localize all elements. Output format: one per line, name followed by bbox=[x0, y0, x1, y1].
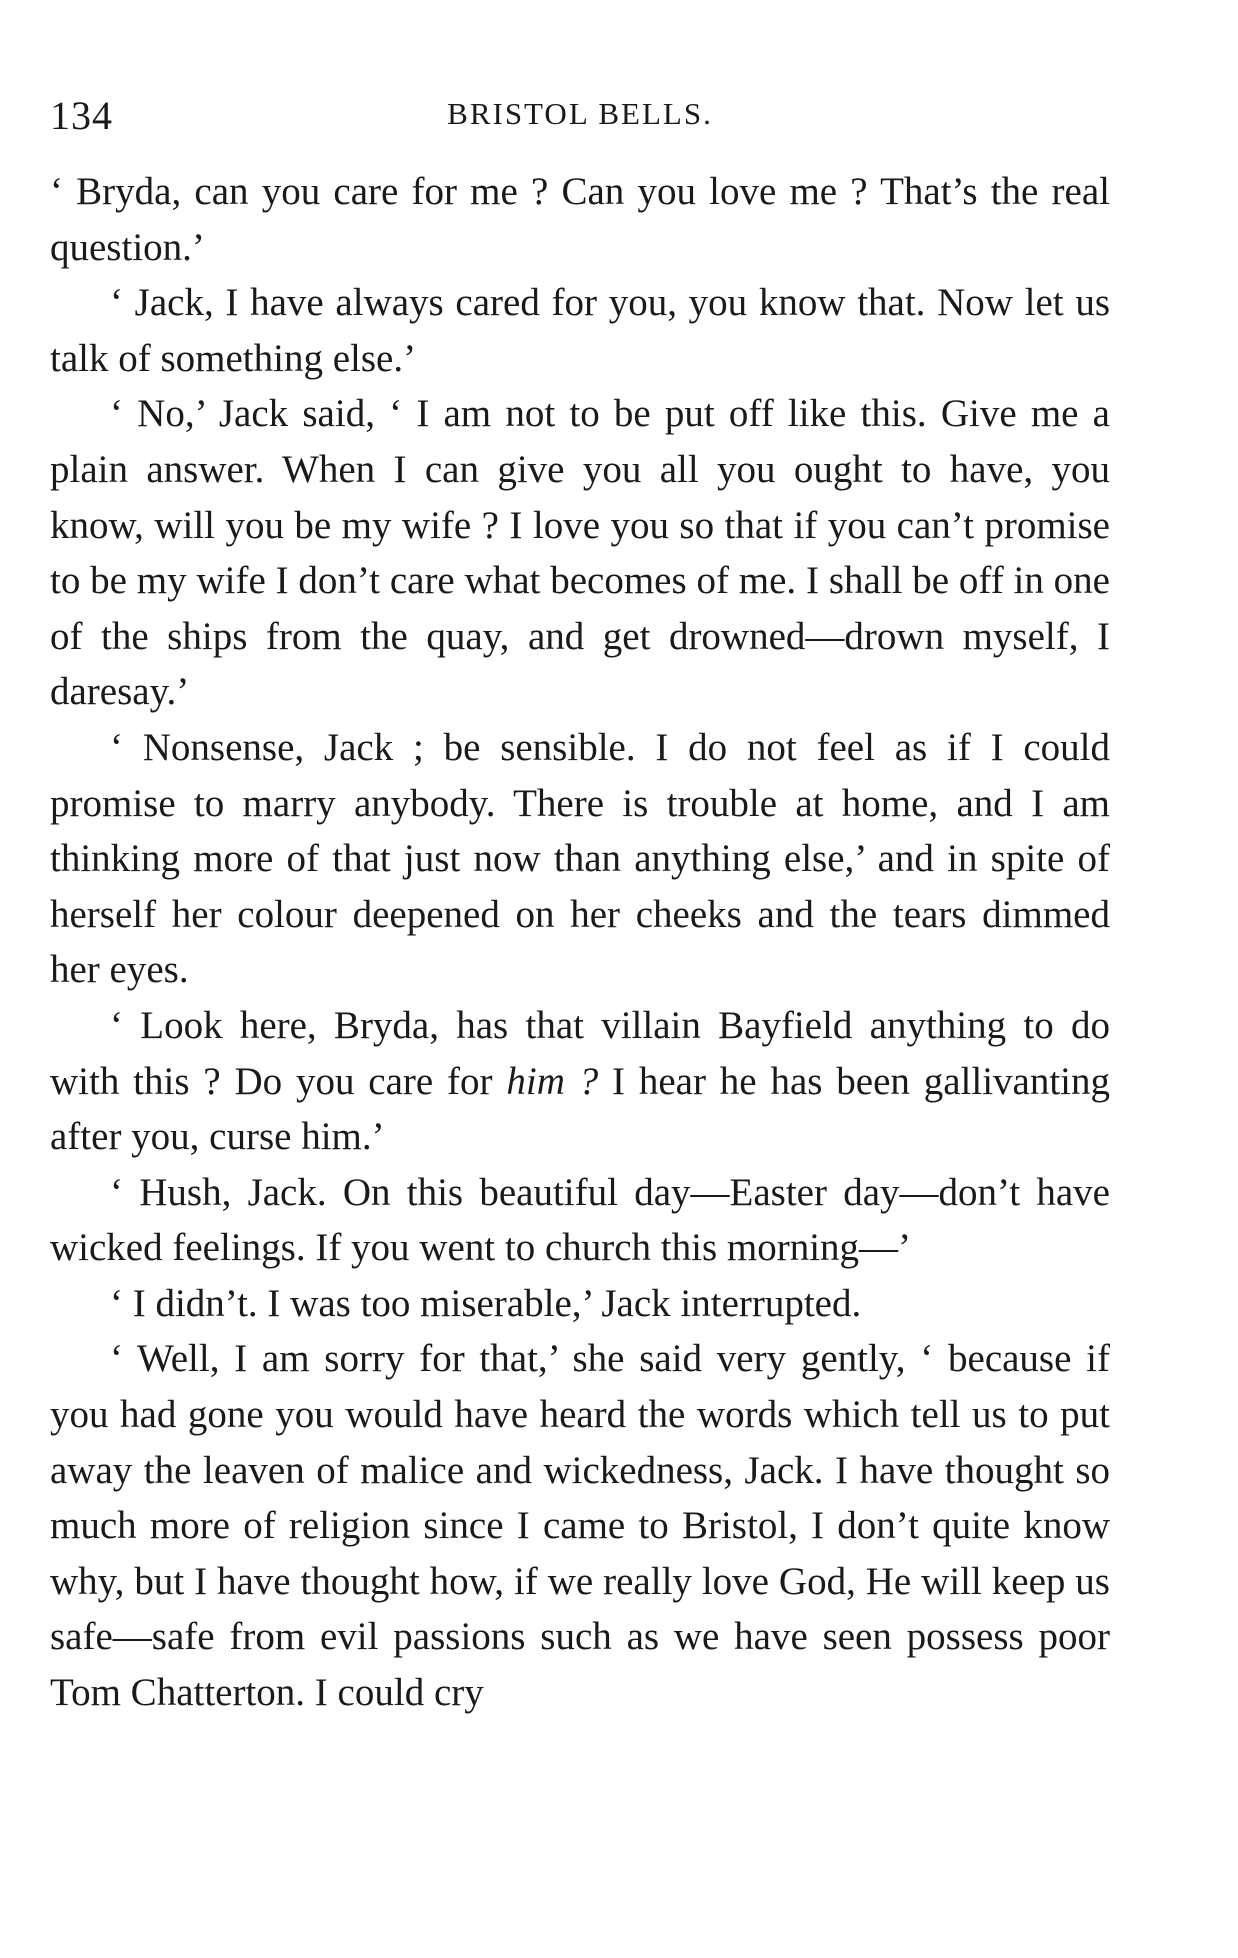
paragraph-2: ‘ Jack, I have always cared for you, you know that. Now let us talk of something else.’ bbox=[50, 281, 1110, 380]
paragraph-5 bbox=[50, 998, 1110, 1165]
paragraph-6: ‘ Hush, Jack. On this beautiful day—Easter day—don’t have wicked feelings. If you went to church this morning—’ bbox=[50, 1170, 1110, 1270]
running-head bbox=[50, 92, 1110, 142]
body-text bbox=[50, 164, 1110, 1721]
paragraph-8: ‘ Well, I am sorry for that,’ she said very gently, ‘ because if you had gone you would have heard the words which tell us to put away the leaven of malice and wickedness, Jack. I have thought so much more of religion since I came to Bristol, I don’t quite know why, but I have thought how, if we really love God, He will keep us safe—safe from evil passions such as we have seen possess poor Tom Chatterton. I could cry bbox=[50, 1337, 1110, 1715]
page-number: 134 bbox=[50, 93, 113, 138]
paragraph-7: ‘ I didn’t. I was too miserable,’ Jack interrupted. bbox=[110, 1281, 862, 1325]
paragraph-5-text-start: ‘ Look here, Bryda, has that villain Bayfield anything to do with this ? Do you care for bbox=[50, 1003, 1110, 1103]
paragraph-1: ‘ Bryda, can you care for me ? Can you love me ? That’s the real question.’ bbox=[50, 170, 1110, 269]
paragraph-4: ‘ Nonsense, Jack ; be sensible. I do not feel as if I could promise to marry anybody. There is trouble at home, and I am thinking more of that just now than anything else,’ and in spite of herself her colour deepened on her cheeks and the tears dimmed her eyes. bbox=[50, 725, 1110, 992]
running-title: BRISTOL BELLS. bbox=[447, 96, 713, 131]
paragraph-5-text-end: I hear he has been gallivanting after you, curse him.’ bbox=[50, 1059, 1111, 1159]
paragraph-5-italic-him: him ? bbox=[506, 1059, 599, 1103]
paragraph-3: ‘ No,’ Jack said, ‘ I am not to be put off like this. Give me a plain answer. When I can give you all you ought to have, you know, will you be my wife ? I love you so that if you can’t promise to be my wife I don’t care what becomes of me. I shall be off in one of the ships from the quay, and get drowned—drown myself, I daresay.’ bbox=[50, 392, 1110, 714]
